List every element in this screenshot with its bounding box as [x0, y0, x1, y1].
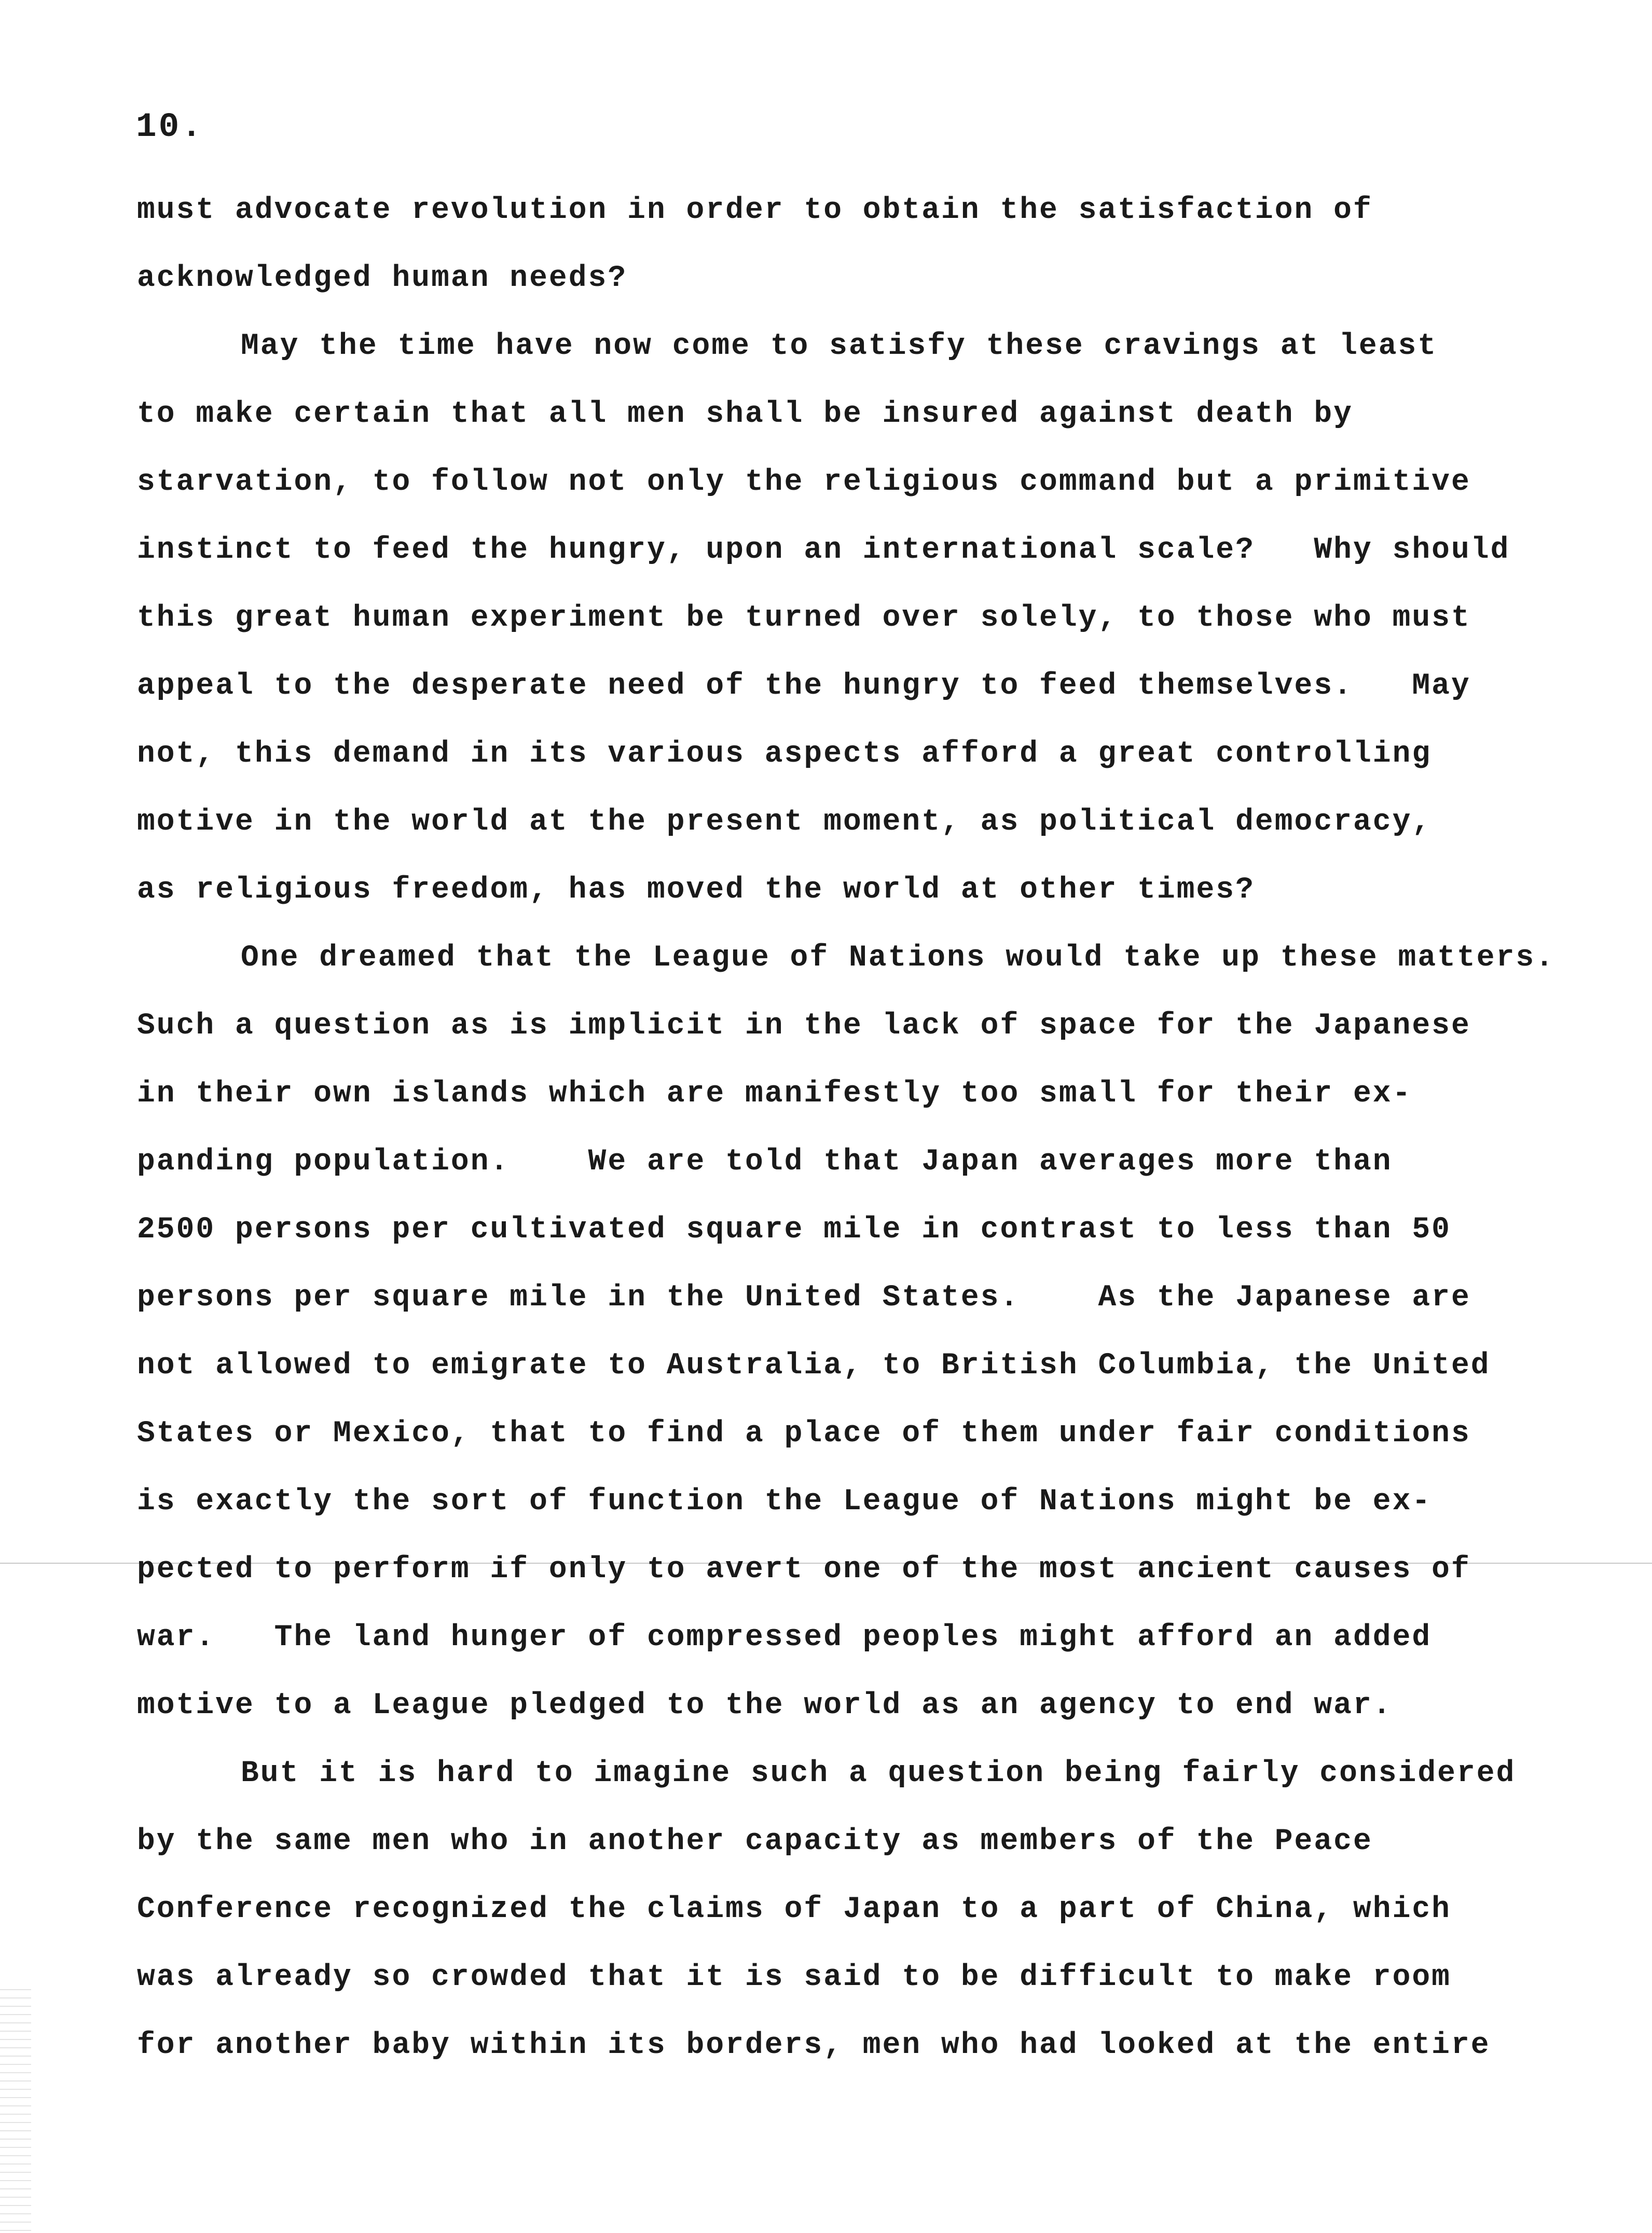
text-line: motive in the world at the present moment, as political democracy, [137, 805, 1432, 839]
scan-edge-noise [0, 1982, 31, 2233]
body-text [137, 176, 1569, 2079]
text-line: But it is hard to imagine such a question being fairly considered [241, 1757, 1516, 1790]
text-line: States or Mexico, that to find a place of them under fair conditions [137, 1417, 1471, 1451]
text-line: appeal to the desperate need of the hungry to feed themselves. May [137, 669, 1471, 703]
text-line: starvation, to follow not only the religious command but a primitive [137, 465, 1471, 499]
text-line: this great human experiment be turned over solely, to those who must [137, 601, 1471, 635]
text-line: 2500 persons per cultivated square mile in contrast to less than 50 [137, 1213, 1451, 1247]
text-line: pected to perform if only to avert one of the most ancient causes of [137, 1553, 1471, 1587]
text-line: not, this demand in its various aspects afford a great controlling [137, 737, 1432, 771]
text-line: instinct to feed the hungry, upon an international scale? Why should [137, 533, 1510, 567]
text-line: acknowledged human needs? [137, 261, 628, 295]
text-line: as religious freedom, has moved the world at other times? [137, 873, 1255, 907]
text-line: One dreamed that the League of Nations would take up these matters. [241, 941, 1555, 975]
text-line: by the same men who in another capacity as members of the Peace [137, 1825, 1373, 1858]
text-line: Such a question as is implicit in the lack of space for the Japanese [137, 1009, 1471, 1043]
text-line: persons per square mile in the United States. As the Japanese are [137, 1281, 1471, 1315]
text-line: panding population. We are told that Japan averages more than [137, 1145, 1393, 1179]
text-line: Conference recognized the claims of Japan to a part of China, which [137, 1893, 1451, 1926]
text-line: must advocate revolution in order to obtain the satisfaction of [137, 194, 1373, 227]
text-line: May the time have now come to satisfy these cravings at least [241, 329, 1438, 363]
text-line: is exactly the sort of function the League of Nations might be ex- [137, 1485, 1432, 1519]
text-line: for another baby within its borders, men who had looked at the entire [137, 2029, 1491, 2062]
text-line: war. The land hunger of compressed peoples might afford an added [137, 1621, 1432, 1655]
text-line: not allowed to emigrate to Australia, to British Columbia, the United [137, 1349, 1491, 1383]
page-number: 10. [136, 107, 204, 146]
text-line: motive to a League pledged to the world as an agency to end war. [137, 1689, 1393, 1722]
text-line: was already so crowded that it is said to be difficult to make room [137, 1961, 1451, 1994]
text-line: in their own islands which are manifestly too small for their ex- [137, 1077, 1412, 1111]
text-line: to make certain that all men shall be insured against death by [137, 397, 1353, 431]
